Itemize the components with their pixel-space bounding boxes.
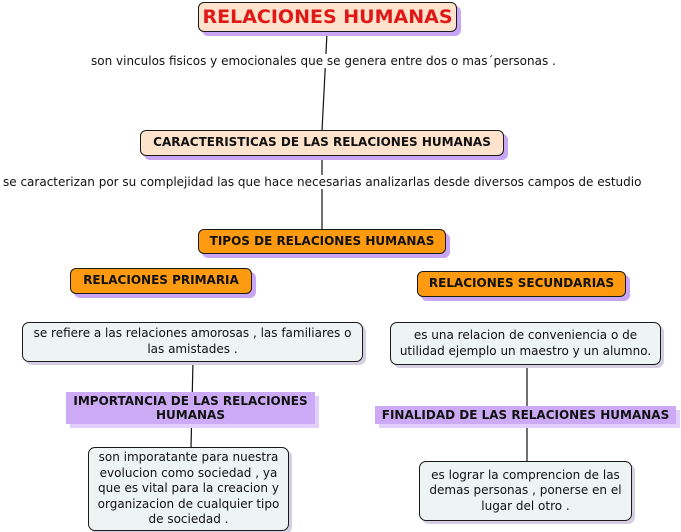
primary-relations-node: RELACIONES PRIMARIA	[70, 268, 252, 294]
types-node: TIPOS DE RELACIONES HUMANAS	[198, 229, 446, 254]
purpose-text-node: es lograr la comprencion de las demas personas , ponerse en el lugar del otro .	[419, 461, 632, 521]
secondary-description-node: es una relacion de conveniencia o de utilidad ejemplo un maestro y un alumno.	[390, 322, 661, 365]
primary-description-node: se refiere a las relaciones amorosas , las familiares o las amistades .	[22, 322, 363, 362]
connector-title-to-characteristics	[322, 33, 327, 131]
characteristics-node: CARACTERISTICAS DE LAS RELACIONES HUMANAS	[140, 130, 504, 156]
secondary-relations-node: RELACIONES SECUNDARIAS	[417, 271, 626, 297]
characteristics-link-label: se caracterizan por su complejidad las que hace necesarias analizarlas desde diversos campos de estudio	[3, 175, 642, 189]
importance-label-band: IMPORTANCIA DE LAS RELACIONES HUMANAS	[66, 392, 315, 424]
title-node: RELACIONES HUMANAS	[198, 2, 457, 32]
importance-text-node: son imporatante para nuestra evolucion como sociedad , ya que es vital para la creacion y organizacion de cualquier tipo de sociedad .	[88, 447, 289, 531]
definition-link-label: son vinculos fisicos y emocionales que se genera entre dos o mas´personas .	[91, 54, 556, 68]
purpose-label-band: FINALIDAD DE LAS RELACIONES HUMANAS	[375, 406, 676, 424]
